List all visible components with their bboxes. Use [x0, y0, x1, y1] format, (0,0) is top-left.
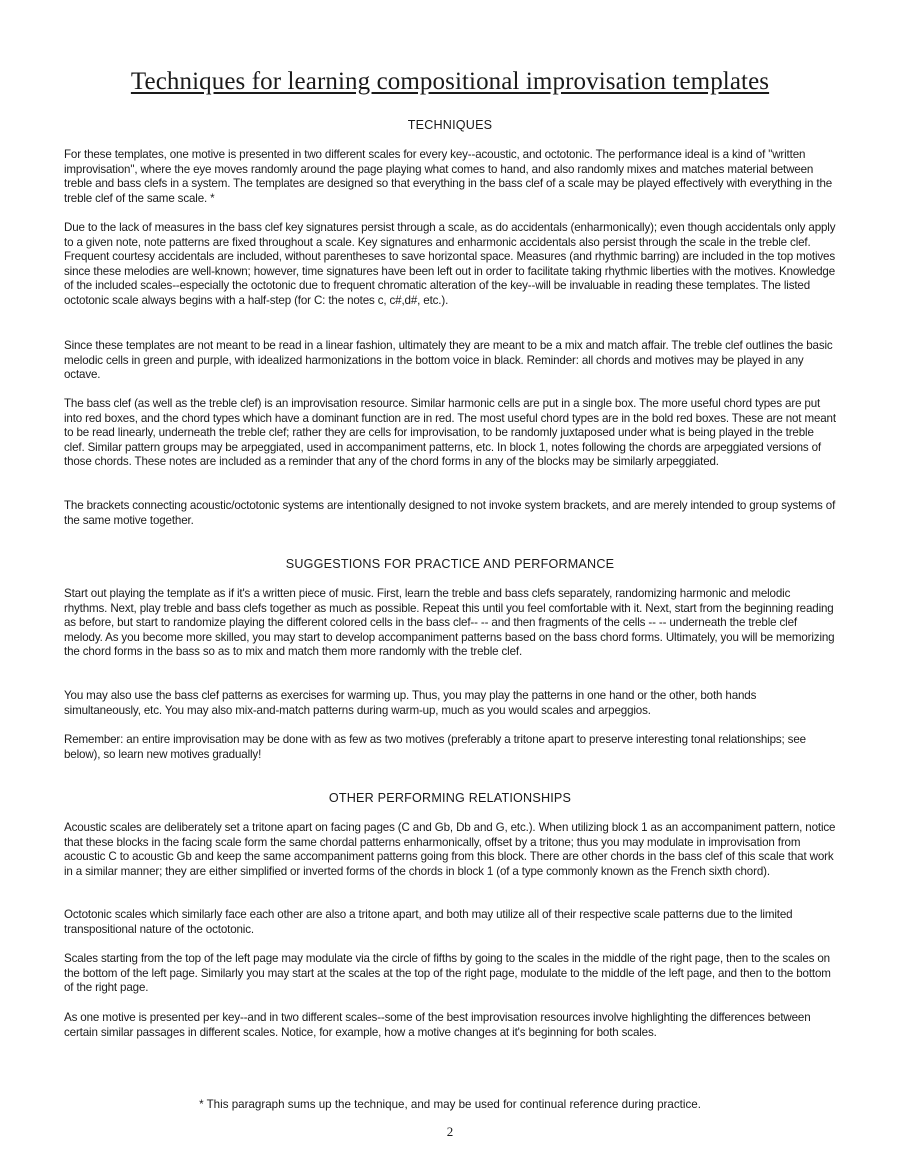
paragraph: You may also use the bass clef patterns as exercises for warming up. Thus, you may play the patterns in one hand or the other, both hands simultaneously, etc. You may also mix-and-match patterns during warm-up, much as you would scales and arpeggios. — [64, 689, 757, 717]
paragraph: Scales starting from the top of the left page may modulate via the circle of fifths by going to the scales in the middle of the right page, then to the scales on the bottom of the left page. Similarly you may start at the scales at the top of the right page, modulate to the middle of the left page, and then to the bottom of the right page. — [64, 952, 831, 995]
footnote: * This paragraph sums up the technique, and may be used for continual reference during practice. — [199, 1098, 701, 1111]
paragraph: Octotonic scales which similarly face each other are also a tritone apart, and both may utilize all of their respective scale patterns due to the limited transpositional nature of the octotonic. — [64, 908, 793, 936]
paragraph: As one motive is presented per key--and in two different scales--some of the best improvisation resources involve highlighting the differences between certain similar passages in different scales. Notice, for example, how a motive changes at it's beginning for both scales. — [64, 1011, 811, 1039]
paragraph: The brackets connecting acoustic/octotonic systems are intentionally designed to not invoke system brackets, and are merely intended to group systems of the same motive together. — [64, 499, 836, 527]
paragraph: The bass clef (as well as the treble clef) is an improvisation resource. Similar harmonic cells are put in a single box. The more useful chord types are put into red boxes, and the chord types which have a dominant function are in red. The most useful chord types are in the bold red boxes. These are not meant to be read linearly, underneath the treble clef; rather they are cells for improvisation, to be randomly juxtaposed under what is being played in the treble clef. Similar pattern groups may be arpeggiated, used in accompaniment patterns, etc. In block 1, notes following the chords are arpeggiated versions of those chords. These notes are included as a reminder that any of the chord forms in any of the blocks may be similarly arpeggiated. — [64, 397, 836, 469]
paragraph: Remember: an entire improvisation may be done with as few as two motives (preferably a tritone apart to preserve interesting tonal relationships; see below), so learn new motives gradually! — [64, 733, 806, 761]
section-heading-techniques: TECHNIQUES — [407, 118, 493, 132]
paragraph: For these templates, one motive is presented in two different scales for every key--acoustic, and octotonic. The performance ideal is a kind of "written improvisation", where the eye moves randomly around the page playing what comes to hand, and also randomly mixes and matches material between treble and bass clefs in a system. The templates are designed so that everything in the bass clef of a scale may be played effectively with everything in the treble clef of the same scale. * — [64, 148, 833, 205]
section-heading-relationships: OTHER PERFORMING RELATIONSHIPS — [328, 791, 572, 805]
paragraph: Acoustic scales are deliberately set a tritone apart on facing pages (C and Gb, Db and G, etc.). When utilizing block 1 as an accompaniment pattern, notice that these blocks in the facing scale form the same chordal patterns enharmonically, offset by a tritone; thus you may modulate in improvisation from acoustic C to acoustic Gb and keep the same accompaniment patterns going from this block. There are other chords in the bass clef of this scale that work in a similar manner; they are either simplified or inverted forms of the chords in block 1 (of a type commonly known as the French sixth chord). — [64, 821, 836, 878]
section-heading-suggestions: SUGGESTIONS FOR PRACTICE AND PERFORMANCE — [285, 557, 615, 571]
paragraph: Due to the lack of measures in the bass clef key signatures persist through a scale, as do accidentals (enharmonically); even though accidentals only apply to a given note, note patterns are fixed throughout a scale. Key signatures and enharmonic accidentals also persist through the scale in the treble clef. Frequent courtesy accidentals are included, without parentheses to save horizontal space. Measures (and rhythmic barring) are included in the top motives since these melodies are well-known; however, time signatures have been left out in order to facilitate taking rhythmic liberties with the motives. Knowledge of the included scales--especially the octotonic due to frequent chromatic alteration of the key--will be invaluable in reading these templates. The listed octotonic scale always begins with a half-step (for C: the notes c, c#,d#, etc.). — [64, 221, 836, 307]
page-number: 2 — [446, 1124, 454, 1139]
paragraph: Start out playing the template as if it's a written piece of music. First, learn the treble and bass clefs separately, randomizing harmonic and melodic rhythms. Next, play treble and bass clefs together as much as possible. Repeat this until you feel comfortable with it. Next, start from the beginning reading as before, but start to randomize playing the different colored cells in the bass clef-- -- and then fragments of the cells -- -- underneath the treble clef melody. As you become more skilled, you may start to develop accompaniment patterns based on the bass chord forms. Ultimately, you will be memorizing the chord forms in the bass so as to mix and match them more randomly with the treble clef. — [64, 587, 835, 659]
paragraph: Since these templates are not meant to be read in a linear fashion, ultimately they are meant to be a mix and match affair. The treble clef outlines the basic melodic cells in green and purple, with idealized harmonizations in the bottom voice in black. Reminder: all chords and motives may be played in any octave. — [64, 339, 833, 382]
page-title: Techniques for learning compositional improvisation templates — [130, 68, 770, 95]
